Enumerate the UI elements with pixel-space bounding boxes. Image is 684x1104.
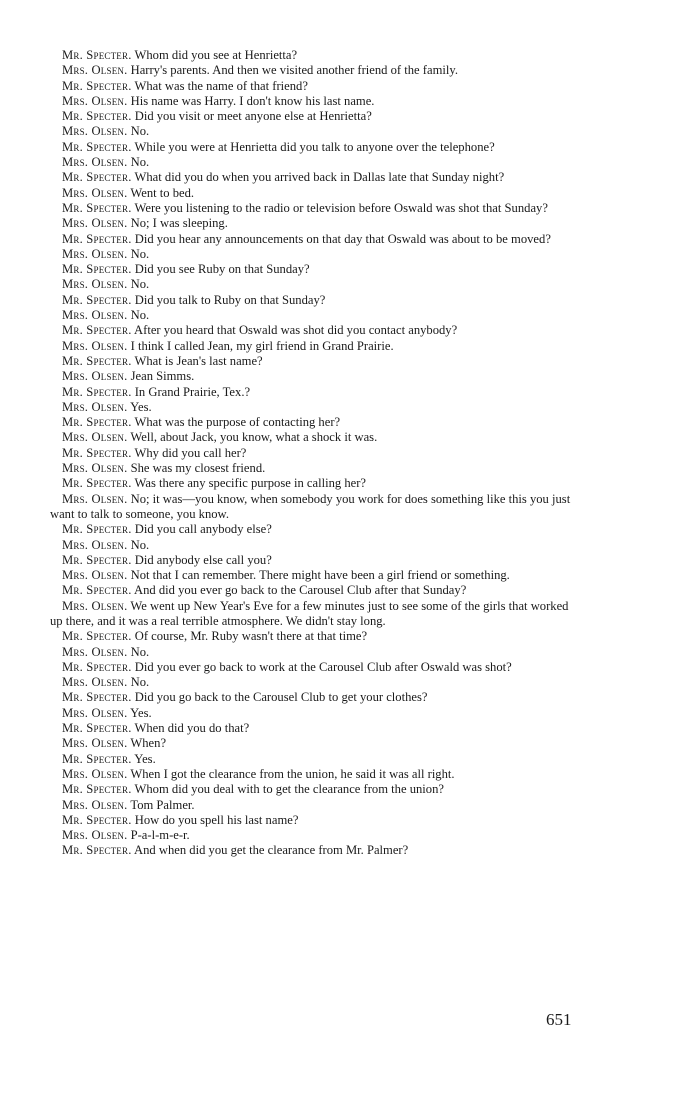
testimony-paragraph [50, 522, 574, 537]
testimony-paragraph [50, 645, 574, 660]
testimony-paragraph [50, 94, 574, 109]
speech-text: Why did you call her? [134, 445, 247, 460]
testimony-paragraph [50, 369, 574, 384]
testimony-paragraph [50, 48, 574, 63]
speech-text: What was the purpose of contacting her? [134, 415, 341, 430]
speech-text: She was my closest friend. [130, 461, 266, 476]
speaker-name: Mr. Specter. [62, 384, 132, 399]
speaker-name: Mr. Specter. [62, 139, 132, 154]
speech-text: Yes. [134, 751, 156, 766]
speaker-name: Mr. Specter. [62, 353, 132, 368]
testimony-paragraph [50, 124, 574, 139]
speaker-name: Mr. Specter. [62, 262, 132, 277]
testimony-paragraph [50, 415, 574, 430]
speaker-name: Mrs. Olsen. [62, 338, 128, 353]
speaker-name: Mrs. Olsen. [62, 155, 128, 170]
speech-text: While you were at Henrietta did you talk to anyone over the telephone? [134, 139, 495, 154]
speech-text: After you heard that Oswald was shot did you contact anybody? [134, 323, 458, 338]
speech-text: No. [130, 277, 150, 292]
speaker-name: Mrs. Olsen. [62, 766, 128, 781]
speech-text: How do you spell his last name? [134, 812, 299, 827]
testimony-paragraph [50, 63, 574, 78]
speech-text: Did you call anybody else? [134, 522, 272, 537]
speech-text: No; it was—you know, when somebody you work for does something like this you just want to talk to someone, you know. [50, 491, 571, 521]
testimony-paragraph [50, 706, 574, 721]
speech-text: When? [130, 736, 167, 751]
speech-text: And when did you get the clearance from Mr. Palmer? [134, 843, 409, 858]
testimony-paragraph [50, 140, 574, 155]
speech-text: Did you talk to Ruby on that Sunday? [134, 292, 326, 307]
speech-text: Went to bed. [130, 185, 195, 200]
speech-text: Did you go back to the Carousel Club to get your clothes? [134, 690, 428, 705]
speech-text: No; I was sleeping. [130, 216, 228, 231]
speech-text: Were you listening to the radio or television before Oswald was shot that Sunday? [134, 200, 548, 215]
testimony-paragraph [50, 675, 574, 690]
testimony-paragraph [50, 492, 574, 523]
speaker-name: Mr. Specter. [62, 445, 132, 460]
testimony-paragraph [50, 828, 574, 843]
speaker-name: Mrs. Olsen. [62, 277, 128, 292]
testimony-paragraph [50, 568, 574, 583]
testimony-paragraph [50, 767, 574, 782]
speaker-name: Mrs. Olsen. [62, 399, 128, 414]
speaker-name: Mr. Specter. [62, 109, 132, 124]
speech-text: No. [130, 675, 150, 690]
speech-text: I think I called Jean, my girl friend in Grand Prairie. [130, 338, 394, 353]
testimony-paragraph [50, 538, 574, 553]
testimony-paragraph [50, 186, 574, 201]
speaker-name: Mr. Specter. [62, 200, 132, 215]
speech-text: No. [130, 537, 150, 552]
speech-text: And did you ever go back to the Carousel Club after that Sunday? [134, 583, 467, 598]
speech-text: Harry's parents. And then we visited another friend of the family. [130, 63, 459, 78]
testimony-paragraph [50, 247, 574, 262]
testimony-paragraph [50, 385, 574, 400]
speaker-name: Mr. Specter. [62, 476, 132, 491]
speech-text: Well, about Jack, you know, what a shock it was. [130, 430, 378, 445]
testimony-paragraph [50, 721, 574, 736]
speaker-name: Mrs. Olsen. [62, 93, 128, 108]
speech-text: Tom Palmer. [130, 797, 195, 812]
speaker-name: Mrs. Olsen. [62, 308, 128, 323]
speaker-name: Mrs. Olsen. [62, 430, 128, 445]
speaker-name: Mr. Specter. [62, 751, 132, 766]
testimony-paragraph [50, 323, 574, 338]
speech-text: No. [130, 246, 150, 261]
speech-text: When did you do that? [134, 721, 250, 736]
speaker-name: Mrs. Olsen. [62, 63, 128, 78]
speaker-name: Mrs. Olsen. [62, 491, 128, 506]
speech-text: Yes. [130, 399, 152, 414]
testimony-paragraph [50, 583, 574, 598]
speaker-name: Mrs. Olsen. [62, 644, 128, 659]
speech-text: Whom did you see at Henrietta? [134, 48, 298, 62]
speaker-name: Mrs. Olsen. [62, 705, 128, 720]
testimony-paragraph [50, 798, 574, 813]
speech-text: P-a-l-m-e-r. [130, 828, 190, 843]
testimony-paragraph [50, 262, 574, 277]
speech-text: Not that I can remember. There might have been a girl friend or something. [130, 568, 510, 583]
speech-text: When I got the clearance from the union, he said it was all right. [130, 766, 455, 781]
speaker-name: Mrs. Olsen. [62, 124, 128, 139]
speech-text: Did you hear any announcements on that day that Oswald was about to be moved? [134, 231, 551, 246]
testimony-paragraph [50, 736, 574, 751]
testimony-paragraph [50, 216, 574, 231]
speaker-name: Mr. Specter. [62, 522, 132, 537]
speaker-name: Mr. Specter. [62, 782, 132, 797]
speaker-name: Mrs. Olsen. [62, 675, 128, 690]
speech-text: No. [130, 644, 150, 659]
speaker-name: Mr. Specter. [62, 415, 132, 430]
speaker-name: Mr. Specter. [62, 292, 132, 307]
speech-text: What is Jean's last name? [134, 353, 263, 368]
speech-text: Of course, Mr. Ruby wasn't there at that time? [134, 629, 368, 644]
testimony-paragraph [50, 339, 574, 354]
testimony-paragraph [50, 430, 574, 445]
speech-text: What did you do when you arrived back in Dallas late that Sunday night? [134, 170, 505, 185]
speaker-name: Mrs. Olsen. [62, 828, 128, 843]
testimony-paragraph [50, 293, 574, 308]
testimony-paragraph [50, 660, 574, 675]
speaker-name: Mrs. Olsen. [62, 369, 128, 384]
testimony-paragraph [50, 79, 574, 94]
testimony-paragraph [50, 599, 574, 630]
speaker-name: Mr. Specter. [62, 629, 132, 644]
speech-text: No. [130, 124, 150, 139]
testimony-paragraph [50, 277, 574, 292]
speaker-name: Mr. Specter. [62, 690, 132, 705]
testimony-transcript [50, 48, 574, 859]
speech-text: What was the name of that friend? [134, 78, 308, 93]
speaker-name: Mr. Specter. [62, 48, 132, 62]
speaker-name: Mrs. Olsen. [62, 568, 128, 583]
speaker-name: Mrs. Olsen. [62, 598, 128, 613]
speaker-name: Mr. Specter. [62, 812, 132, 827]
speech-text: Did anybody else call you? [134, 552, 272, 567]
speaker-name: Mr. Specter. [62, 231, 132, 246]
speaker-name: Mrs. Olsen. [62, 216, 128, 231]
speech-text: Whom did you deal with to get the clearance from the union? [134, 782, 444, 797]
testimony-paragraph [50, 813, 574, 828]
speaker-name: Mr. Specter. [62, 583, 132, 598]
speaker-name: Mr. Specter. [62, 552, 132, 567]
testimony-paragraph [50, 553, 574, 568]
speaker-name: Mrs. Olsen. [62, 797, 128, 812]
speech-text: His name was Harry. I don't know his last name. [130, 93, 375, 108]
speech-text: In Grand Prairie, Tex.? [134, 384, 251, 399]
testimony-paragraph [50, 476, 574, 491]
speech-text: Did you visit or meet anyone else at Henrietta? [134, 109, 372, 124]
testimony-paragraph [50, 446, 574, 461]
speaker-name: Mr. Specter. [62, 843, 132, 858]
testimony-paragraph [50, 155, 574, 170]
testimony-paragraph [50, 354, 574, 369]
speech-text: Did you ever go back to work at the Carousel Club after Oswald was shot? [134, 659, 512, 674]
testimony-paragraph [50, 782, 574, 797]
speech-text: No. [130, 308, 150, 323]
page-number: 651 [546, 1010, 572, 1029]
speaker-name: Mr. Specter. [62, 659, 132, 674]
testimony-paragraph [50, 232, 574, 247]
speech-text: Was there any specific purpose in calling her? [134, 476, 367, 491]
speaker-name: Mr. Specter. [62, 323, 132, 338]
speaker-name: Mrs. Olsen. [62, 736, 128, 751]
speech-text: Jean Simms. [130, 369, 195, 384]
speech-text: We went up New Year's Eve for a few minutes just to see some of the girls that worked up there, and it was a real terrible atmosphere. We didn't stay long. [50, 598, 569, 628]
speech-text: Did you see Ruby on that Sunday? [134, 262, 310, 277]
testimony-paragraph [50, 690, 574, 705]
testimony-paragraph [50, 109, 574, 124]
testimony-paragraph [50, 400, 574, 415]
testimony-paragraph [50, 843, 574, 858]
speaker-name: Mrs. Olsen. [62, 461, 128, 476]
speaker-name: Mrs. Olsen. [62, 537, 128, 552]
speaker-name: Mr. Specter. [62, 78, 132, 93]
speaker-name: Mrs. Olsen. [62, 246, 128, 261]
speech-text: Yes. [130, 705, 152, 720]
testimony-paragraph [50, 170, 574, 185]
speaker-name: Mrs. Olsen. [62, 185, 128, 200]
testimony-paragraph [50, 308, 574, 323]
speech-text: No. [130, 155, 150, 170]
testimony-paragraph [50, 752, 574, 767]
testimony-paragraph [50, 629, 574, 644]
testimony-paragraph [50, 201, 574, 216]
speaker-name: Mr. Specter. [62, 721, 132, 736]
testimony-paragraph [50, 461, 574, 476]
speaker-name: Mr. Specter. [62, 170, 132, 185]
